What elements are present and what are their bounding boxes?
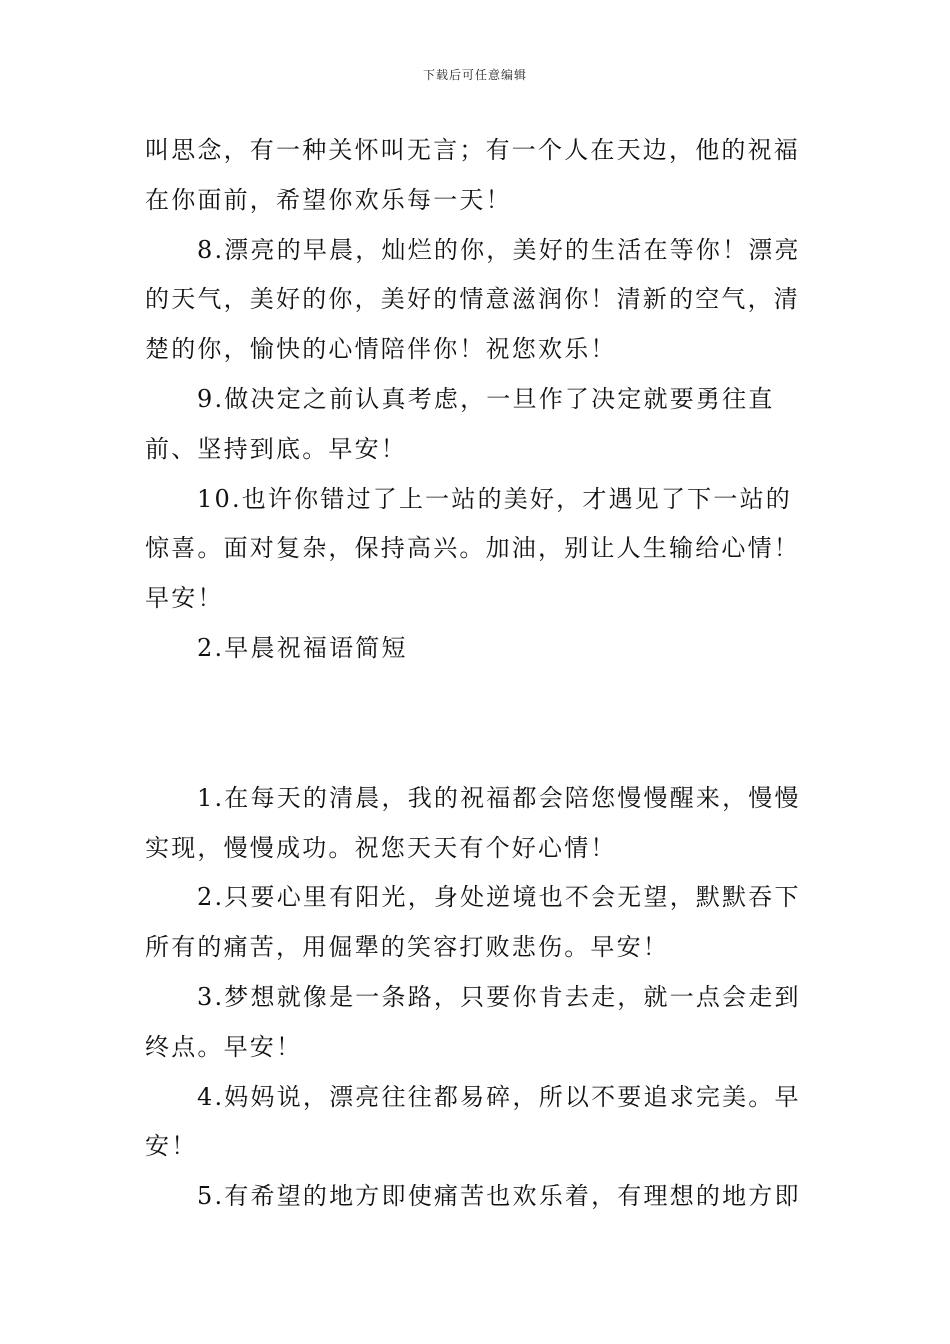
paragraph: 5.有希望的地方即使痛苦也欢乐着，有理想的地方即 [197, 1182, 801, 1211]
blank-space [145, 674, 810, 774]
paragraph: 3.梦想就像是一条路，只要你肯去走，就一点会走到终点。早安！ [145, 982, 801, 1061]
paragraph: 10.也许你错过了上一站的美好，才遇见了下一站的惊喜。面对复杂，保持高兴。加油，别让人生输给心情！早安！ [145, 484, 800, 613]
paragraph: 1.在每天的清晨，我的祝福都会陪您慢慢醒来，慢慢实现，慢慢成功。祝您天天有个好心情！ [145, 783, 801, 862]
paragraph: 8.漂亮的早晨，灿烂的你，美好的生活在等你！漂亮的天气，美好的你，美好的情意滋润你！清新的空气，清楚的你，愉快的心情陪伴你！祝您欢乐！ [145, 235, 801, 364]
paragraph: 9.做决定之前认真考虑，一旦作了决定就要勇往直前、坚持到底。早安！ [145, 384, 775, 463]
document-body [145, 126, 810, 1222]
paragraph: 4.妈妈说，漂亮往往都易碎，所以不要追求完美。早安！ [145, 1082, 801, 1161]
section-heading: 2.早晨祝福语简短 [197, 633, 408, 662]
paragraph: 叫思念，有一种关怀叫无言；有一个人在天边，他的祝福在你面前，希望你欢乐每一天！ [145, 136, 800, 214]
paragraph: 2.只要心里有阳光，身处逆境也不会无望，默默吞下所有的痛苦，用倔犟的笑容打败悲伤。早安！ [145, 883, 801, 962]
page-header: 下载后可任意编辑 [422, 68, 527, 82]
